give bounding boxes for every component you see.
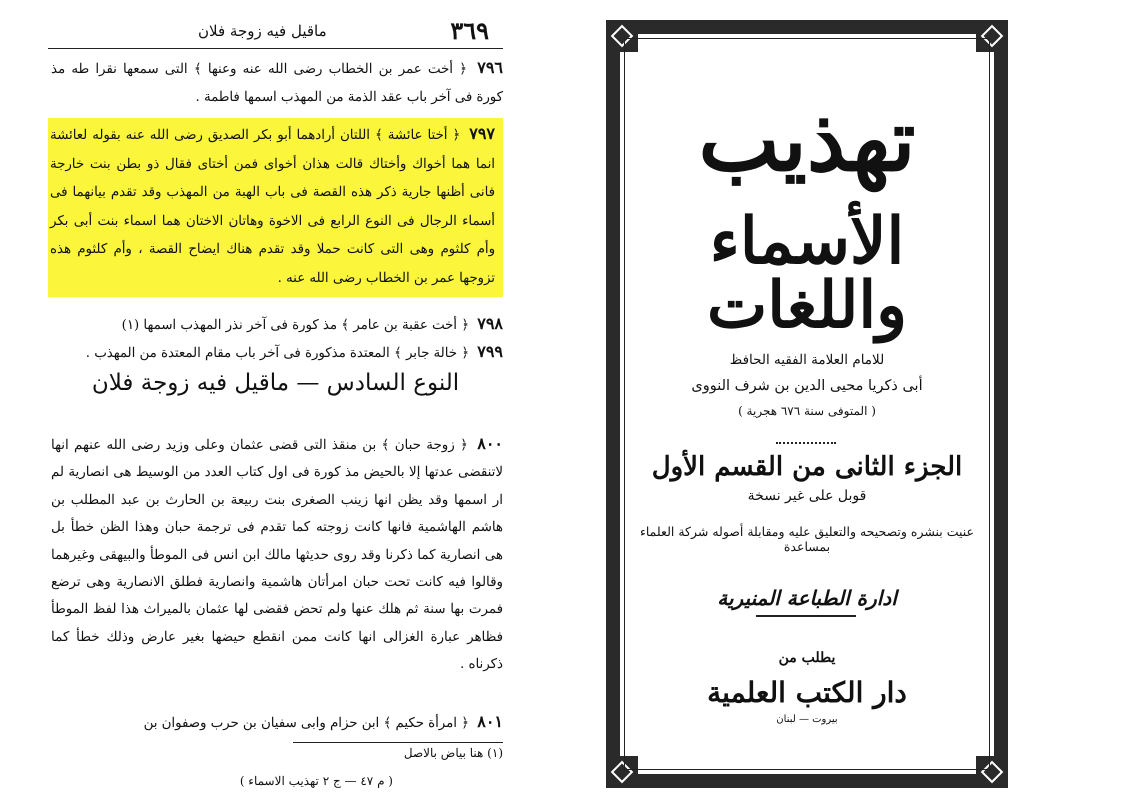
page-header (48, 14, 503, 49)
entry-796 (51, 54, 503, 111)
publisher-name: ادارة الطباعة المنيرية (717, 586, 897, 610)
author-honorific: للامام العلامة الفقيه الحافظ (729, 352, 885, 368)
ornamental-divider (776, 442, 836, 444)
entry-text: ﴿ زوجة حبان ﴾ بن منقذ التى قضى عثمان وعلى وزيد رضى الله عنهم انها لاتنقضى عدتها إلا بالحيض مذ كورة فى اول كتاب العدد من الوسيط هى انصارية لم ار اسمها وقد يظن انها زينب الصغرى بنت ربيعة بن الحارث بن عبد المطلب بن هاشم الهاشمية فانها كانت زوجته كما تقدم فى ترجمة حبان وهذا الظن خطأ بل هى انصارية كما ذكرنا وقد روى حديثها مالك ابن انس فى الموطأ والبيهقى وغيرهما وقالوا فيه كانت تحت حبان امرأتان هاشمية وانصارية فطلق الانصارية وهى ترضع فمرت بها سنة ثم هلك عنها ولم تحض فقضى لها عثمان بالميراث هذا لفظ الموطأ فظاهر عبارة الغزالى انها كانت ممن انقطع حيضها بغير عارض وذلك خطأ كما ذكرناه . (51, 438, 503, 673)
footnote: (١) هنا بياض بالاصل (403, 746, 503, 760)
entry-text: ﴿ امرأة حكيم ﴾ ابن حزام وابى سفيان بن حرب وصفوان بن (143, 716, 469, 731)
request-from: يطلب من (778, 650, 836, 666)
entry-number: ٨٠١ (477, 712, 503, 731)
volume-part: الجزء الثانى من القسم الأول (651, 452, 963, 482)
book-title-line1: تهذيب (698, 90, 916, 191)
collation-note: قوبل على غير نسخة (747, 488, 867, 504)
page-number: ٣٦٩ (450, 16, 489, 45)
signature-mark: ( م ٤٧ — ج ٢ تهذيب الاسماء ) (239, 774, 393, 788)
running-head: ماقيل فيه زوجة فلان (198, 22, 327, 40)
author-name: أبى ذكريا محيى الدين بن شرف النووى (691, 378, 923, 394)
ornamental-rule (756, 615, 856, 617)
entry-number: ٨٠٠ (477, 434, 503, 453)
entry-800 (51, 430, 503, 679)
entry-798 (51, 310, 503, 340)
entry-number: ٧٩٧ (469, 124, 495, 143)
editorial-note: عنيت بنشره وتصحيحه والتعليق عليه ومقابلة أصوله شركة العلماء بمساعدة (639, 524, 975, 554)
entry-number: ٧٩٩ (477, 342, 503, 361)
entry-797-highlighted (48, 118, 503, 297)
bookhouse-logo: دار الكتب العلمية (707, 676, 907, 709)
book-title-line2: الأسماء واللغات (707, 204, 907, 343)
footnote-divider (293, 742, 503, 743)
entry-799 (51, 338, 503, 368)
title-page (606, 20, 1008, 788)
entry-number: ٧٩٦ (477, 58, 503, 77)
entry-text: ﴿ أختا عائشة ﴾ اللتان أرادهما أبو بكر الصديق رضى الله عنه بقوله لعائشة انما هما أخواك وأختاك قالت هذان أخواى فمن أختاى فقال ذو بطن بنت خارجة فانى أظنها جارية ذكر هذه القصة فى باب الهبة من المهذب وقد تقدم بيانهما فى أسماء الرجال فى النوع الرابع فى الاخوة وهاتان الاختان هما اسماء بنت أبى بكر وأم كلثوم وهى التى كانت حملا وقد تقدم هناك ايضاح القصة ، وأم كلثوم هذه تزوجها عمر بن الخطاب رضى الله عنه . (50, 128, 495, 286)
entry-801 (51, 708, 503, 738)
entry-text: ﴿ أخت عمر بن الخطاب رضى الله عنه وعنها ﴾ التى سمعها نقرا طه مذ كورة فى آخر باب عقد الذمة من المهذب اسمها فاطمة . (51, 62, 503, 105)
title-page-content (626, 40, 988, 768)
left-page (48, 14, 503, 794)
section-title: النوع السادس — ماقيل فيه زوجة فلان (91, 370, 460, 396)
author-death-date: ( المتوفى سنة ٦٧٦ هجرية ) (738, 404, 876, 418)
entry-text: ﴿ خالة جابر ﴾ المعتدة مذكورة فى آخر باب مقام المعتدة من المهذب . (85, 346, 469, 361)
entry-number: ٧٩٨ (477, 314, 503, 333)
publisher-city: بيروت — لبنان (776, 714, 838, 725)
entry-text: ﴿ أخت عقبة بن عامر ﴾ مذ كورة فى آخر نذر المهذب اسمها (١) (121, 318, 469, 333)
